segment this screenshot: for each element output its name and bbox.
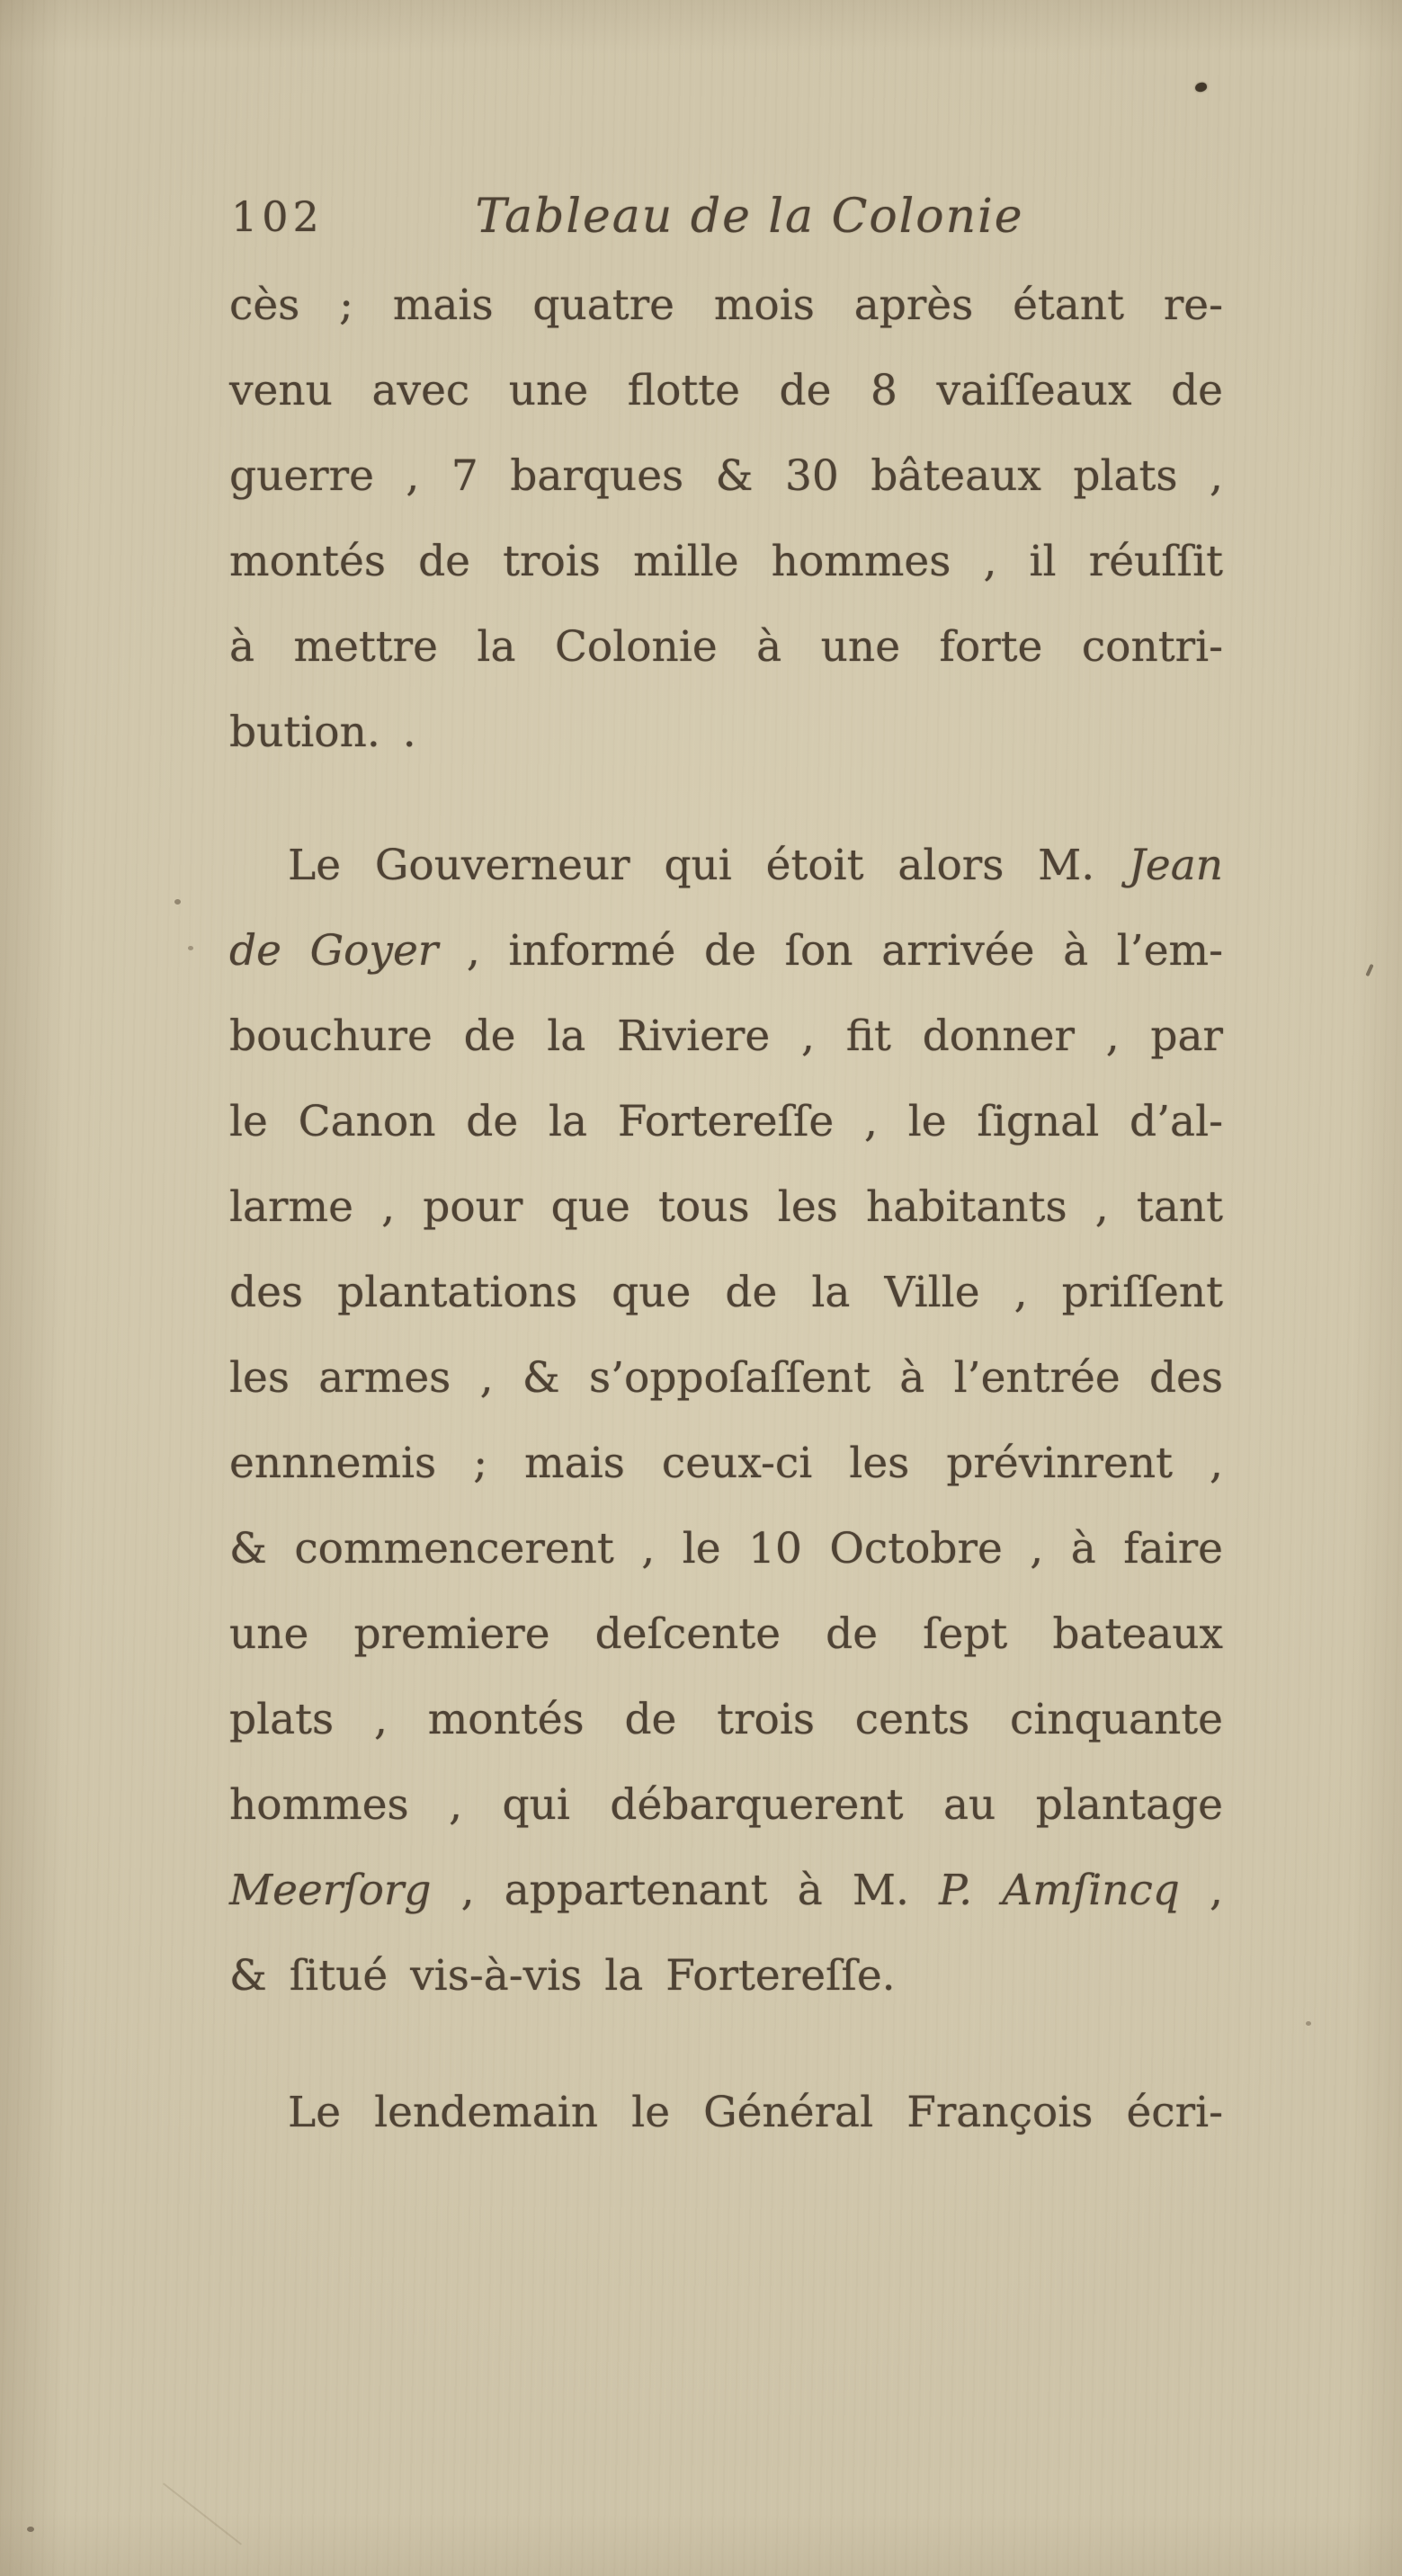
text-segment: & ſitué vis-à-vis la Fortereſſe.	[229, 1951, 896, 2001]
text-segment: hommes , qui débarquerent au plantage	[229, 1780, 1223, 1830]
running-title: Tableau de la Colonie	[475, 190, 1024, 244]
text-line	[229, 1250, 1223, 1335]
text-segment: guerre , 7 barques & 30 bâteaux plats ,	[229, 451, 1223, 501]
text-line	[229, 519, 1223, 604]
text-segment: à mettre la Colonie à une forte contri-	[229, 622, 1223, 672]
italic-segment: P. Amſincq	[939, 1866, 1180, 1915]
text-line	[229, 1933, 1223, 2019]
text-line	[229, 908, 1223, 994]
text-segment: & commencerent , le 10 Octobre , à faire	[229, 1524, 1223, 1573]
text-segment: plats , montés de trois cents cinquante	[229, 1695, 1223, 1744]
text-segment: venu avec une flotte de 8 vaiſſeaux de	[229, 366, 1223, 415]
italic-segment: Jean	[1129, 841, 1223, 890]
text-segment: , informé de ſon arrivée à l’em-	[438, 926, 1223, 976]
text-segment: les armes , & s’oppoſaſſent à l’entrée des	[229, 1353, 1223, 1403]
ink-speck	[174, 899, 181, 905]
ink-speck	[1306, 2021, 1311, 2026]
text-line	[229, 604, 1223, 690]
text-line	[229, 2070, 1223, 2155]
page-content	[229, 174, 1223, 2155]
text-segment: , appartenant à M.	[431, 1866, 940, 1915]
text-line	[229, 1421, 1223, 1506]
text-line	[229, 433, 1223, 519]
text-line	[229, 1848, 1223, 1933]
text-line	[229, 1677, 1223, 1762]
text-line	[229, 823, 1223, 908]
text-line	[229, 1335, 1223, 1421]
text-segment: ,	[1179, 1866, 1223, 1915]
text-line	[229, 1591, 1223, 1677]
paper-crease	[163, 2482, 242, 2545]
text-line	[229, 1164, 1223, 1250]
text-line	[229, 994, 1223, 1079]
text-segment: cès ; mais quatre mois après étant re-	[229, 281, 1223, 330]
text-line	[229, 1079, 1223, 1164]
text-segment: une premiere deſcente de ſept bateaux	[229, 1609, 1223, 1659]
text-block	[229, 263, 1223, 2155]
text-segment: le Canon de la Fortereſſe , le ſignal d’al-	[229, 1097, 1223, 1146]
ink-speck	[188, 946, 193, 950]
paragraph	[229, 263, 1223, 775]
text-segment: Le lendemain le Général François écri-	[288, 2088, 1223, 2137]
ink-speck	[1365, 964, 1373, 976]
text-segment: ennnemis ; mais ceux-ci les prévinrent ,	[229, 1439, 1223, 1488]
text-segment: larme , pour que tous les habitants , tant	[229, 1182, 1223, 1232]
text-segment: bution. .	[229, 708, 416, 757]
text-line	[229, 1506, 1223, 1591]
page-header	[229, 174, 1223, 260]
text-segment: bouchure de la Riviere , fit donner , par	[229, 1012, 1223, 1061]
text-line	[229, 348, 1223, 433]
ink-dot	[1194, 82, 1208, 93]
text-segment: des plantations que de la Ville , priſſent	[229, 1268, 1223, 1317]
paragraph	[229, 2070, 1223, 2155]
page-number: 102	[231, 192, 324, 241]
paragraph	[229, 823, 1223, 2019]
text-segment: montés de trois mille hommes , il réuſſit	[229, 537, 1223, 586]
italic-segment: de Goyer	[229, 926, 439, 976]
ink-speck	[27, 2527, 34, 2532]
text-segment: Le Gouverneur qui étoit alors M.	[288, 841, 1130, 890]
italic-segment: Meerſorg	[229, 1866, 432, 1915]
text-line	[229, 690, 1223, 775]
text-line	[229, 263, 1223, 348]
text-line	[229, 1762, 1223, 1848]
